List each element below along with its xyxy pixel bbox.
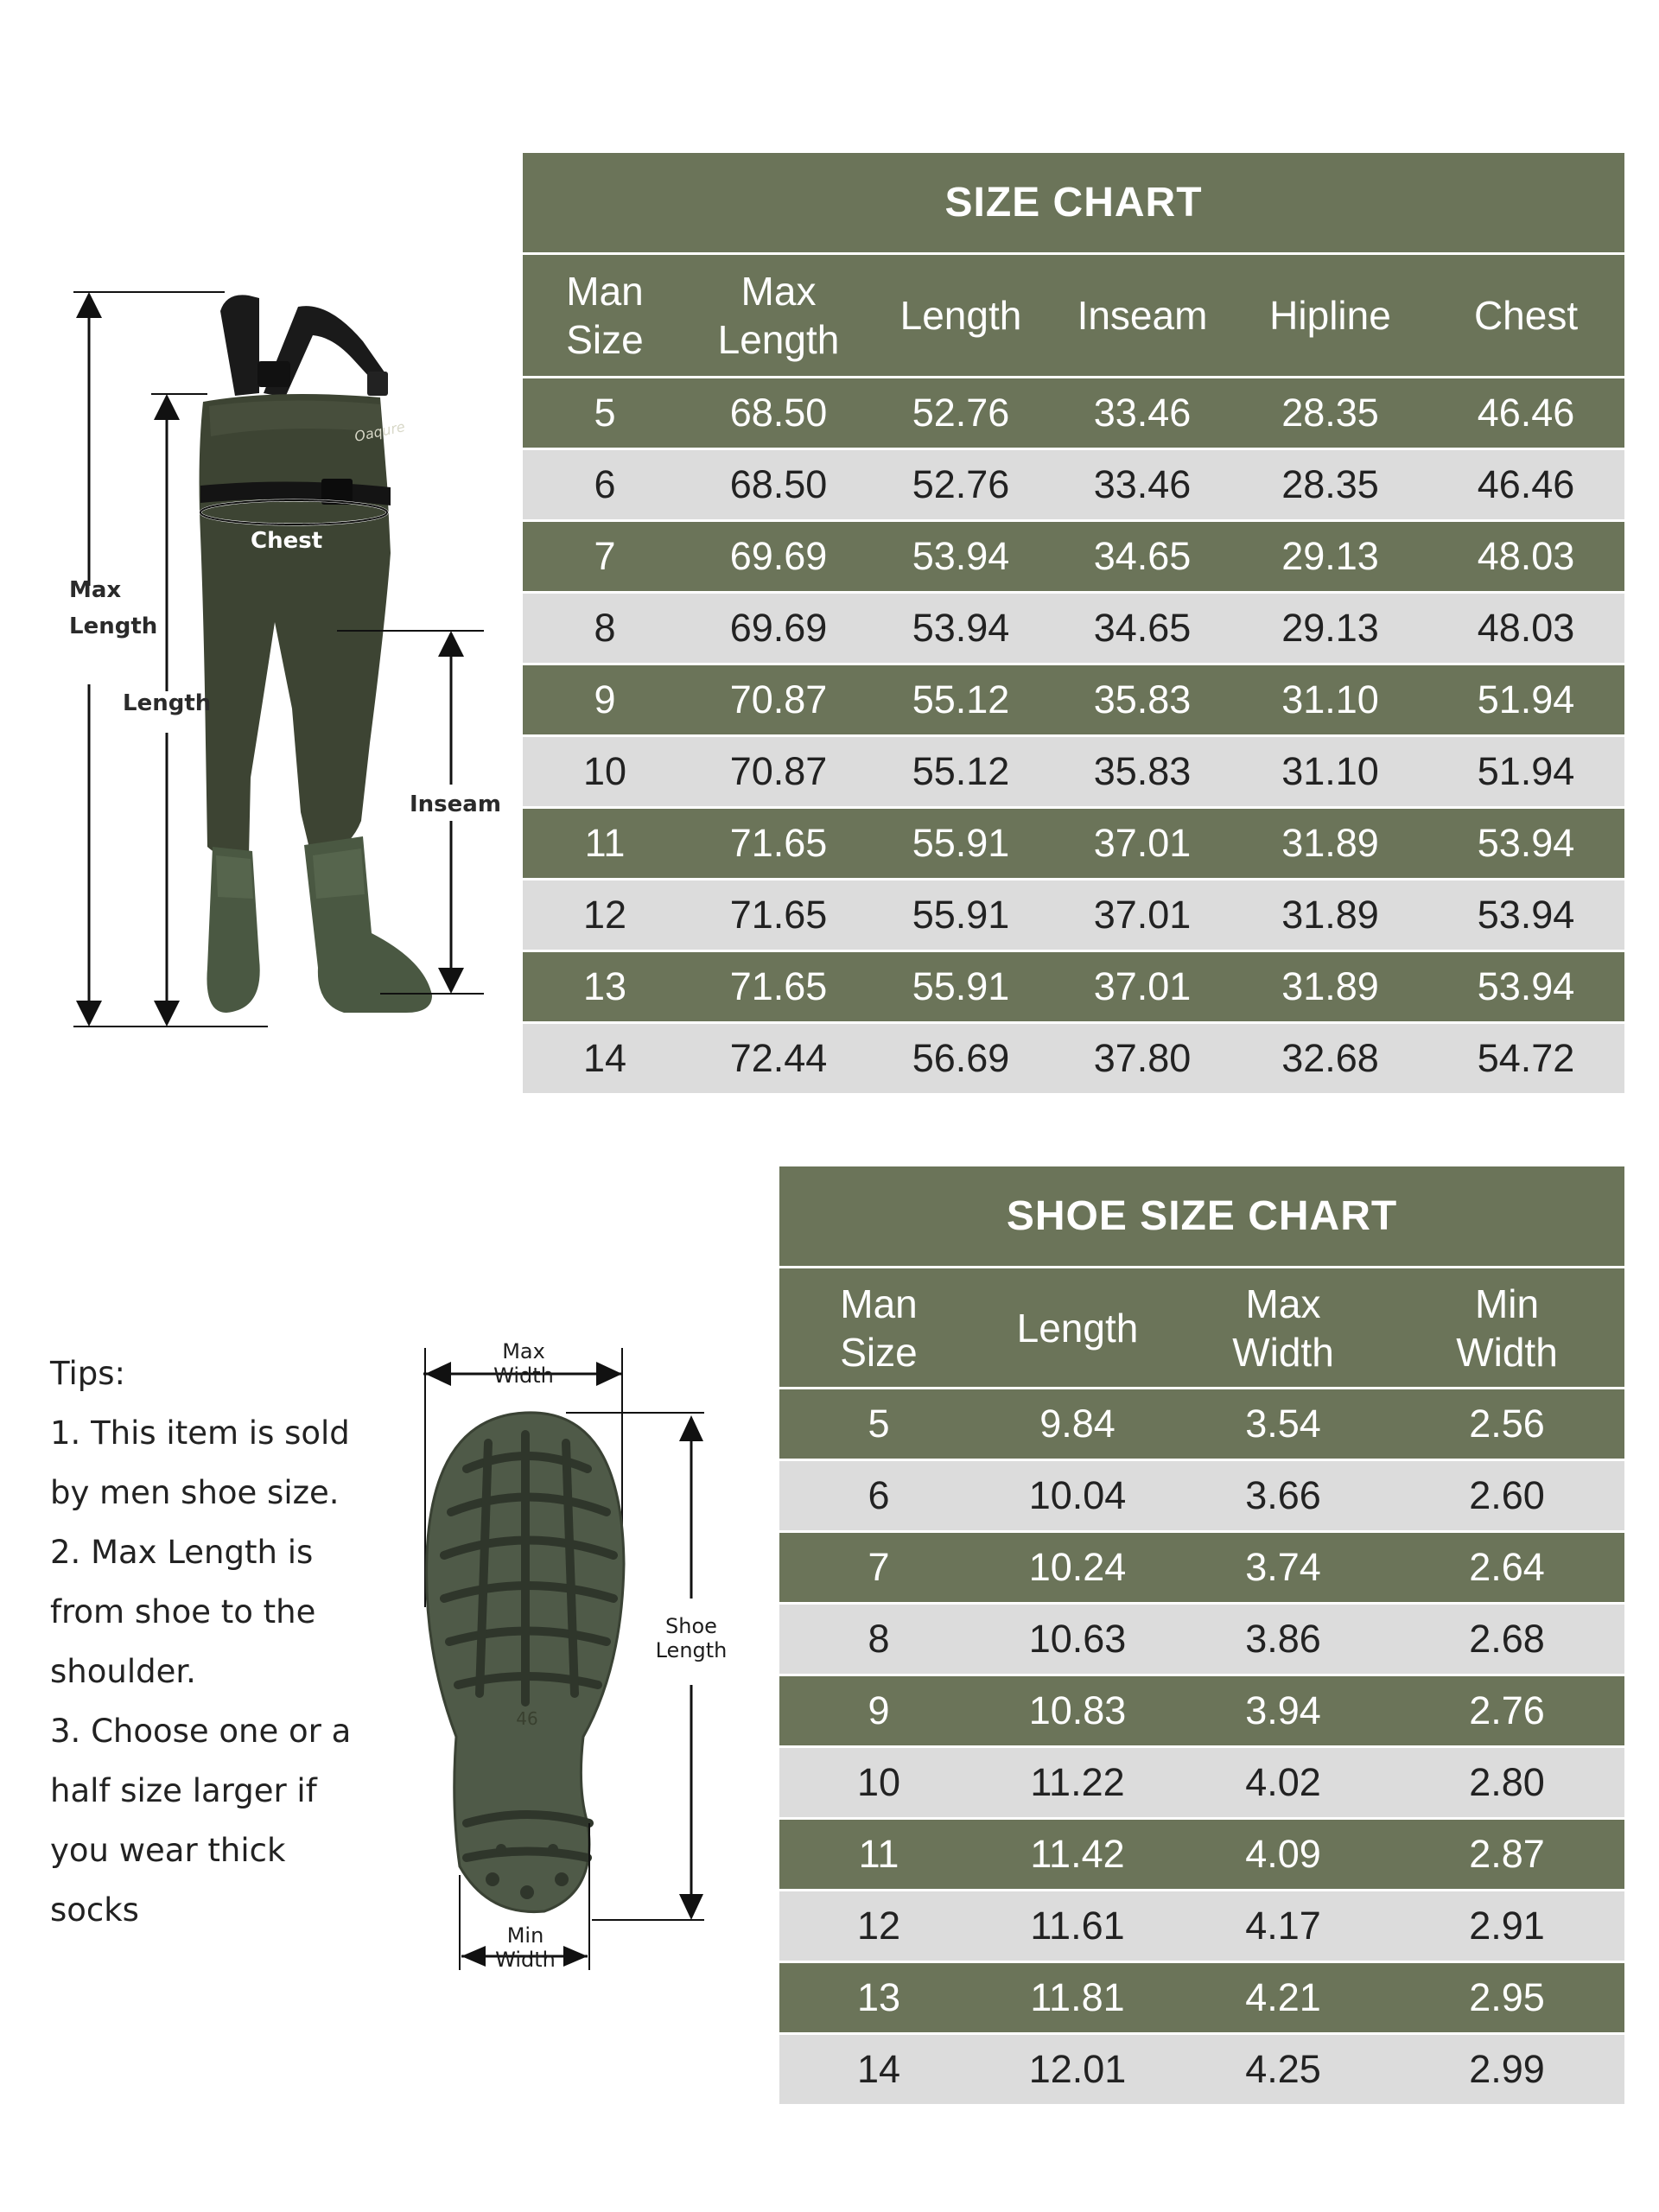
size-chart-cell: 51.94 <box>1427 664 1624 736</box>
shoe-chart-row <box>779 1962 1624 2034</box>
shoe-chart-cell: 11.42 <box>978 1819 1177 1891</box>
tip-line: shoulder. <box>50 1653 196 1690</box>
tip-line: 2. Max Length is <box>50 1534 314 1571</box>
size-chart-row <box>523 808 1624 880</box>
shoe-chart-cell: 12.01 <box>978 2034 1177 2106</box>
size-chart-header-row <box>523 254 1624 378</box>
size-chart-cell: 33.46 <box>1052 449 1233 521</box>
shoe-chart-header-row <box>779 1268 1624 1389</box>
size-chart-cell: 29.13 <box>1233 593 1427 664</box>
shoe-chart-cell: 4.17 <box>1177 1891 1389 1962</box>
shoe-chart-cell: 2.64 <box>1389 1532 1624 1604</box>
size-chart-cell: 31.10 <box>1233 664 1427 736</box>
shoe-chart-cell: 2.60 <box>1389 1460 1624 1532</box>
brand-text: Oaqure <box>353 418 407 445</box>
size-chart-cell: 11 <box>523 808 687 880</box>
size-chart-header-2: Length <box>870 254 1052 378</box>
shoe-chart-cell: 4.21 <box>1177 1962 1389 2034</box>
size-chart-row <box>523 449 1624 521</box>
size-chart-cell: 31.10 <box>1233 736 1427 808</box>
shoe-chart-cell: 14 <box>779 2034 978 2106</box>
shoe-chart-row <box>779 1532 1624 1604</box>
length-label: Length <box>123 690 212 716</box>
shoe-chart-header-3: Min Width <box>1389 1268 1624 1389</box>
size-chart-cell: 55.12 <box>870 736 1052 808</box>
size-chart-cell: 28.35 <box>1233 449 1427 521</box>
max-width-label: Max Width <box>493 1339 554 1388</box>
size-chart-table <box>523 153 1624 1096</box>
wader-figure <box>0 259 518 1037</box>
size-chart-cell: 55.12 <box>870 664 1052 736</box>
size-chart-title-row <box>523 153 1624 254</box>
shoe-chart-cell: 11.22 <box>978 1747 1177 1819</box>
shoe-chart-header-0: Man Size <box>779 1268 978 1389</box>
size-chart-cell: 9 <box>523 664 687 736</box>
shoe-chart-cell: 13 <box>779 1962 978 2034</box>
size-chart-cell: 31.89 <box>1233 880 1427 951</box>
shoe-chart-cell: 7 <box>779 1532 978 1604</box>
size-chart-row <box>523 593 1624 664</box>
wader-illustration <box>0 259 518 1037</box>
size-chart-cell: 71.65 <box>687 951 870 1023</box>
size-chart-cell: 48.03 <box>1427 521 1624 593</box>
size-chart-cell: 32.68 <box>1233 1023 1427 1095</box>
size-chart-cell: 72.44 <box>687 1023 870 1095</box>
size-chart-cell: 34.65 <box>1052 521 1233 593</box>
shoe-chart-cell: 10.04 <box>978 1460 1177 1532</box>
size-chart-cell: 55.91 <box>870 808 1052 880</box>
size-chart-cell: 70.87 <box>687 736 870 808</box>
shoe-chart-cell: 8 <box>779 1604 978 1675</box>
size-chart-cell: 68.50 <box>687 378 870 449</box>
size-chart-cell: 46.46 <box>1427 449 1624 521</box>
shoe-length-label: Shoe Length <box>652 1614 731 1662</box>
shoe-chart-row <box>779 1675 1624 1747</box>
size-chart-cell: 10 <box>523 736 687 808</box>
size-chart-cell: 46.46 <box>1427 378 1624 449</box>
shoe-chart-row <box>779 1460 1624 1532</box>
size-chart-cell: 31.89 <box>1233 808 1427 880</box>
shoe-chart-cell: 2.56 <box>1389 1389 1624 1460</box>
size-chart-cell: 70.87 <box>687 664 870 736</box>
shoe-chart-row <box>779 1819 1624 1891</box>
shoe-chart-cell: 9 <box>779 1675 978 1747</box>
size-chart-row <box>523 1023 1624 1095</box>
sole-figure <box>406 1339 752 1979</box>
size-chart-header-1: Max Length <box>687 254 870 378</box>
size-chart-cell: 37.01 <box>1052 951 1233 1023</box>
tip-line: by men shoe size. <box>50 1474 340 1511</box>
shoe-chart-cell: 11.81 <box>978 1962 1177 2034</box>
shoe-chart-title: SHOE SIZE CHART <box>779 1166 1624 1268</box>
shoe-chart-row <box>779 1891 1624 1962</box>
shoe-chart-cell: 12 <box>779 1891 978 1962</box>
shoe-chart-row <box>779 1747 1624 1819</box>
shoe-chart-cell: 3.94 <box>1177 1675 1389 1747</box>
size-chart-cell: 68.50 <box>687 449 870 521</box>
size-chart-cell: 28.35 <box>1233 378 1427 449</box>
size-chart-cell: 69.69 <box>687 593 870 664</box>
size-chart-cell: 53.94 <box>1427 808 1624 880</box>
tips-heading: Tips: <box>50 1355 125 1392</box>
size-chart-cell: 52.76 <box>870 378 1052 449</box>
size-chart-cell: 29.13 <box>1233 521 1427 593</box>
size-chart-cell: 34.65 <box>1052 593 1233 664</box>
size-chart-row <box>523 880 1624 951</box>
tip-line: from shoe to the <box>50 1593 316 1630</box>
shoe-chart-cell: 2.87 <box>1389 1819 1624 1891</box>
size-chart-cell: 53.94 <box>1427 951 1624 1023</box>
chest-label: Chest <box>251 528 323 554</box>
size-chart-cell: 53.94 <box>870 521 1052 593</box>
size-chart-cell: 51.94 <box>1427 736 1624 808</box>
size-chart-row <box>523 521 1624 593</box>
shoe-chart-cell: 2.91 <box>1389 1891 1624 1962</box>
tip-line: 1. This item is sold <box>50 1414 350 1452</box>
shoe-chart-cell: 3.86 <box>1177 1604 1389 1675</box>
size-chart-cell: 35.83 <box>1052 736 1233 808</box>
shoe-chart-row <box>779 2034 1624 2106</box>
size-chart-cell: 14 <box>523 1023 687 1095</box>
shoe-chart-cell: 11.61 <box>978 1891 1177 1962</box>
shoe-chart-cell: 2.80 <box>1389 1747 1624 1819</box>
size-chart-header-4: Hipline <box>1233 254 1427 378</box>
size-chart-cell: 48.03 <box>1427 593 1624 664</box>
size-chart-cell: 37.01 <box>1052 880 1233 951</box>
size-chart-cell: 31.89 <box>1233 951 1427 1023</box>
shoe-chart-row <box>779 1389 1624 1460</box>
shoe-chart-cell: 4.25 <box>1177 2034 1389 2106</box>
size-chart-cell: 33.46 <box>1052 378 1233 449</box>
size-chart-body <box>523 378 1624 1095</box>
shoe-chart-cell: 3.74 <box>1177 1532 1389 1604</box>
size-chart-cell: 35.83 <box>1052 664 1233 736</box>
shoe-chart-header-1: Length <box>978 1268 1177 1389</box>
size-chart-cell: 55.91 <box>870 880 1052 951</box>
size-chart-cell: 55.91 <box>870 951 1052 1023</box>
shoe-chart-cell: 2.76 <box>1389 1675 1624 1747</box>
size-chart-header-5: Chest <box>1427 254 1624 378</box>
tip-line: you wear thick <box>50 1832 286 1869</box>
shoe-chart-cell: 10 <box>779 1747 978 1819</box>
size-chart-cell: 71.65 <box>687 808 870 880</box>
size-chart-header-0: Man Size <box>523 254 687 378</box>
size-chart-cell: 53.94 <box>1427 880 1624 951</box>
shoe-chart-cell: 2.99 <box>1389 2034 1624 2106</box>
shoe-chart-cell: 4.09 <box>1177 1819 1389 1891</box>
size-chart-cell: 6 <box>523 449 687 521</box>
size-chart-cell: 7 <box>523 521 687 593</box>
size-chart-row <box>523 951 1624 1023</box>
shoe-chart-row <box>779 1604 1624 1675</box>
size-chart-cell: 13 <box>523 951 687 1023</box>
shoe-chart-title-row <box>779 1166 1624 1268</box>
tip-line: half size larger if <box>50 1772 317 1809</box>
size-chart-row <box>523 378 1624 449</box>
tips-block <box>50 1344 361 1940</box>
tip-line: 3. Choose one or a <box>50 1713 352 1750</box>
size-chart-cell: 53.94 <box>870 593 1052 664</box>
size-chart-cell: 52.76 <box>870 449 1052 521</box>
shoe-chart-cell: 10.63 <box>978 1604 1177 1675</box>
size-chart-cell: 37.80 <box>1052 1023 1233 1095</box>
size-chart-cell: 8 <box>523 593 687 664</box>
size-chart-title: SIZE CHART <box>523 153 1624 254</box>
shoe-chart-cell: 5 <box>779 1389 978 1460</box>
size-chart-cell: 69.69 <box>687 521 870 593</box>
size-chart-cell: 56.69 <box>870 1023 1052 1095</box>
size-chart-cell: 54.72 <box>1427 1023 1624 1095</box>
shoe-chart-cell: 11 <box>779 1819 978 1891</box>
shoe-chart-header-2: Max Width <box>1177 1268 1389 1389</box>
size-chart-cell: 12 <box>523 880 687 951</box>
sole-size-mark: 46 <box>516 1708 538 1729</box>
size-chart-row <box>523 736 1624 808</box>
shoe-chart-cell: 9.84 <box>978 1389 1177 1460</box>
shoe-size-chart-table <box>779 1166 1624 2107</box>
shoe-chart-cell: 2.95 <box>1389 1962 1624 2034</box>
shoe-chart-cell: 6 <box>779 1460 978 1532</box>
shoe-chart-body <box>779 1389 1624 2106</box>
shoe-chart-cell: 2.68 <box>1389 1604 1624 1675</box>
min-width-label: Min Width <box>495 1923 556 1972</box>
size-chart-cell: 37.01 <box>1052 808 1233 880</box>
size-chart-cell: 5 <box>523 378 687 449</box>
size-chart-row <box>523 664 1624 736</box>
shoe-chart-cell: 3.66 <box>1177 1460 1389 1532</box>
size-chart-header-3: Inseam <box>1052 254 1233 378</box>
tip-line: socks <box>50 1891 139 1929</box>
max-length-label: Max Length <box>69 577 158 639</box>
inseam-label: Inseam <box>410 791 501 817</box>
shoe-chart-cell: 4.02 <box>1177 1747 1389 1819</box>
shoe-chart-cell: 3.54 <box>1177 1389 1389 1460</box>
shoe-chart-cell: 10.24 <box>978 1532 1177 1604</box>
shoe-chart-cell: 10.83 <box>978 1675 1177 1747</box>
size-chart-cell: 71.65 <box>687 880 870 951</box>
